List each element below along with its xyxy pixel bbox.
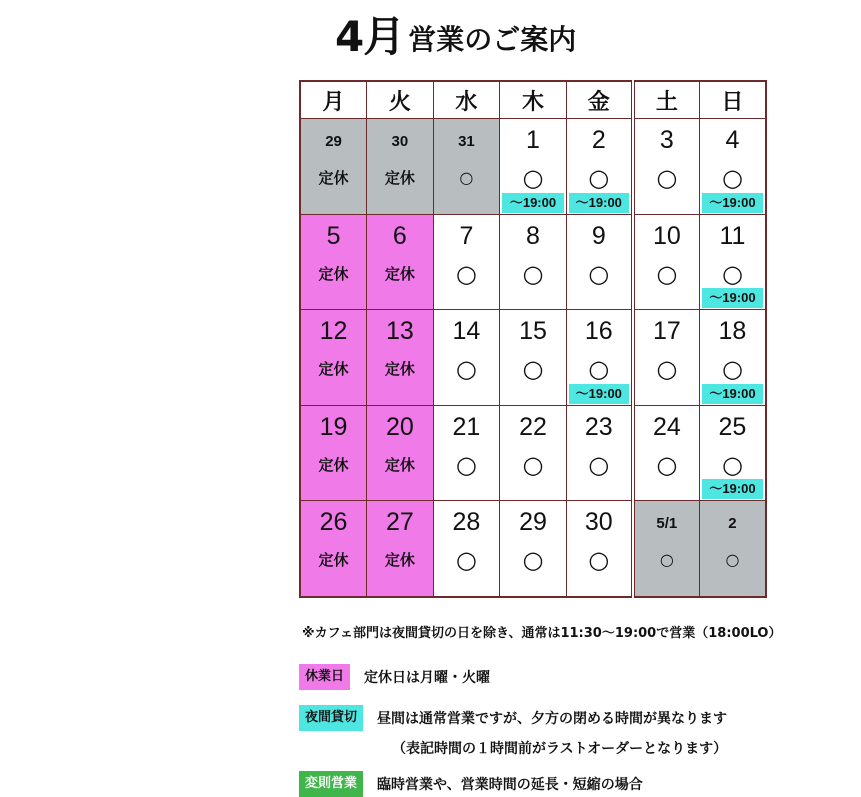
day-number: 29: [519, 508, 547, 537]
open-mark: ○: [522, 546, 544, 575]
day-cell: [500, 214, 567, 310]
open-mark: ○: [721, 259, 743, 288]
day-number: 27: [385, 508, 414, 537]
closing-time-badge: ～19:00: [569, 384, 629, 404]
day-number: 4: [725, 126, 740, 154]
day-cell: [566, 119, 633, 215]
day-cell: [699, 119, 766, 215]
day-cell: [300, 405, 367, 501]
title-month: 4月: [335, 12, 405, 61]
legend-text-holiday: 定休日は月曜・火曜: [364, 670, 491, 686]
open-mark: ○: [522, 164, 544, 192]
day-cell: [367, 501, 434, 597]
day-number: 24: [652, 412, 681, 441]
open-mark: ○: [656, 450, 678, 479]
open-mark: ○: [588, 355, 610, 384]
closed-label: 定休: [318, 551, 349, 570]
day-number: 2: [728, 515, 737, 533]
open-mark: ○: [721, 164, 743, 192]
open-mark: ○: [721, 450, 743, 479]
weekday-header: 金: [566, 81, 633, 119]
day-cell: [699, 501, 766, 597]
day-cell: [500, 405, 567, 501]
day-cell: [433, 501, 500, 597]
day-number: 30: [584, 508, 613, 537]
weekday-header-row: [300, 81, 766, 119]
closing-time-badge: ～19:00: [702, 288, 763, 308]
day-cell: [566, 405, 633, 501]
day-cell: [367, 119, 434, 215]
title-text: 営業のご案内: [408, 23, 577, 56]
closing-time-badge: ～19:00: [702, 384, 763, 404]
week-row: [300, 214, 766, 310]
open-mark: ○: [455, 546, 477, 575]
day-number: 6: [392, 221, 407, 250]
open-mark: ○: [522, 450, 544, 479]
day-number: 29: [325, 133, 342, 150]
day-number: 3: [659, 126, 674, 154]
legend-badge-holiday: 休業日: [299, 664, 350, 690]
day-number: 18: [718, 317, 747, 346]
day-cell: [566, 501, 633, 597]
weekday-header: 月: [300, 81, 367, 119]
day-cell: [633, 119, 700, 215]
day-number: 26: [319, 508, 348, 537]
day-number: 17: [652, 317, 681, 346]
week-row: [300, 310, 766, 406]
cafe-note: ※カフェ部門は夜間貸切の日を除き、通常は11:30～19:00で営業（18:00LO）: [302, 626, 782, 641]
open-mark: ○: [522, 259, 544, 288]
legend-badge-irregular: 変則営業: [299, 771, 363, 797]
open-mark: ○: [659, 550, 674, 570]
day-cell: [500, 310, 567, 406]
weekday-header: 木: [500, 81, 567, 119]
day-number: 16: [584, 317, 613, 346]
day-number: 1: [526, 126, 540, 154]
day-cell: [367, 405, 434, 501]
legend-text-irregular: 臨時営業や、営業時間の延長・短縮の場合: [377, 777, 643, 793]
day-number: 5: [326, 221, 341, 250]
day-number: 21: [452, 412, 481, 441]
week-row: [300, 501, 766, 597]
day-number: 13: [385, 317, 414, 346]
closed-label: 定休: [318, 455, 349, 474]
day-cell: [433, 214, 500, 310]
day-number: 5/1: [656, 515, 678, 533]
open-mark: ○: [721, 355, 743, 384]
day-cell: [367, 310, 434, 406]
closed-label: 定休: [318, 169, 349, 187]
legend-holiday: [299, 664, 490, 690]
closed-label: 定休: [318, 264, 349, 283]
day-number: 10: [652, 221, 681, 250]
week-row: [300, 405, 766, 501]
open-mark: ○: [459, 168, 474, 187]
day-cell: [633, 310, 700, 406]
closing-time-badge: ～19:00: [702, 193, 763, 213]
legend-irregular: [299, 771, 643, 797]
day-cell: [300, 119, 367, 215]
weekday-header: 火: [367, 81, 434, 119]
day-cell: [699, 214, 766, 310]
closed-label: 定休: [384, 360, 415, 379]
day-number: 22: [519, 412, 547, 441]
open-mark: ○: [455, 259, 477, 288]
day-cell: [699, 310, 766, 406]
open-mark: ○: [588, 546, 610, 575]
day-number: 12: [319, 317, 348, 346]
open-mark: ○: [522, 355, 544, 384]
legend-text-night-rental: 昼間は通常営業ですが、夕方の閉める時間が異なります: [377, 711, 728, 727]
day-number: 2: [591, 126, 606, 154]
legend-night-rental: [299, 705, 727, 731]
day-cell: [500, 501, 567, 597]
day-number: 30: [391, 133, 409, 150]
day-cell: [633, 214, 700, 310]
day-cell: [699, 405, 766, 501]
day-cell: [300, 214, 367, 310]
open-mark: ○: [725, 550, 740, 570]
day-number: 31: [458, 133, 475, 150]
closed-label: 定休: [384, 264, 415, 283]
day-cell: [300, 310, 367, 406]
calendar-table: [299, 80, 767, 598]
day-cell: [566, 310, 633, 406]
open-mark: ○: [656, 164, 678, 192]
day-number: 11: [719, 221, 746, 250]
open-mark: ○: [588, 164, 610, 192]
day-cell: [433, 405, 500, 501]
day-cell: [367, 214, 434, 310]
closed-label: 定休: [384, 551, 415, 570]
day-cell: [633, 501, 700, 597]
weekday-header: 水: [433, 81, 500, 119]
closing-time-badge: ～19:00: [569, 193, 629, 213]
day-number: 28: [452, 508, 481, 537]
open-mark: ○: [455, 355, 477, 384]
week-row: [300, 119, 766, 215]
day-number: 25: [718, 412, 747, 441]
day-cell: [433, 310, 500, 406]
day-cell: [300, 501, 367, 597]
legend-badge-night-rental: 夜間貸切: [299, 705, 363, 731]
open-mark: ○: [588, 450, 610, 479]
open-mark: ○: [588, 259, 610, 288]
day-cell: [633, 405, 700, 501]
day-number: 7: [459, 221, 474, 250]
open-mark: ○: [656, 259, 678, 288]
closed-label: 定休: [384, 169, 415, 187]
closing-time-badge: ～19:00: [702, 479, 763, 499]
weekday-header: 日: [699, 81, 766, 119]
closed-label: 定休: [318, 360, 349, 379]
day-number: 20: [385, 412, 414, 441]
legend-subtext: （表記時間の１時間前がラストオーダーとなります）: [392, 741, 728, 757]
weekday-header: 土: [633, 81, 700, 119]
day-number: 23: [584, 412, 613, 441]
calendar-body: [300, 119, 766, 598]
day-cell: [566, 214, 633, 310]
day-number: 9: [591, 221, 606, 250]
day-cell: [433, 119, 500, 215]
day-number: 14: [452, 317, 481, 346]
page-title: [335, 6, 576, 64]
day-cell: [500, 119, 567, 215]
day-number: 8: [526, 221, 540, 250]
closing-time-badge: ～19:00: [502, 193, 564, 213]
open-mark: ○: [656, 355, 678, 384]
day-number: 15: [519, 317, 547, 346]
open-mark: ○: [455, 450, 477, 479]
day-number: 19: [319, 412, 348, 441]
closed-label: 定休: [384, 455, 415, 474]
